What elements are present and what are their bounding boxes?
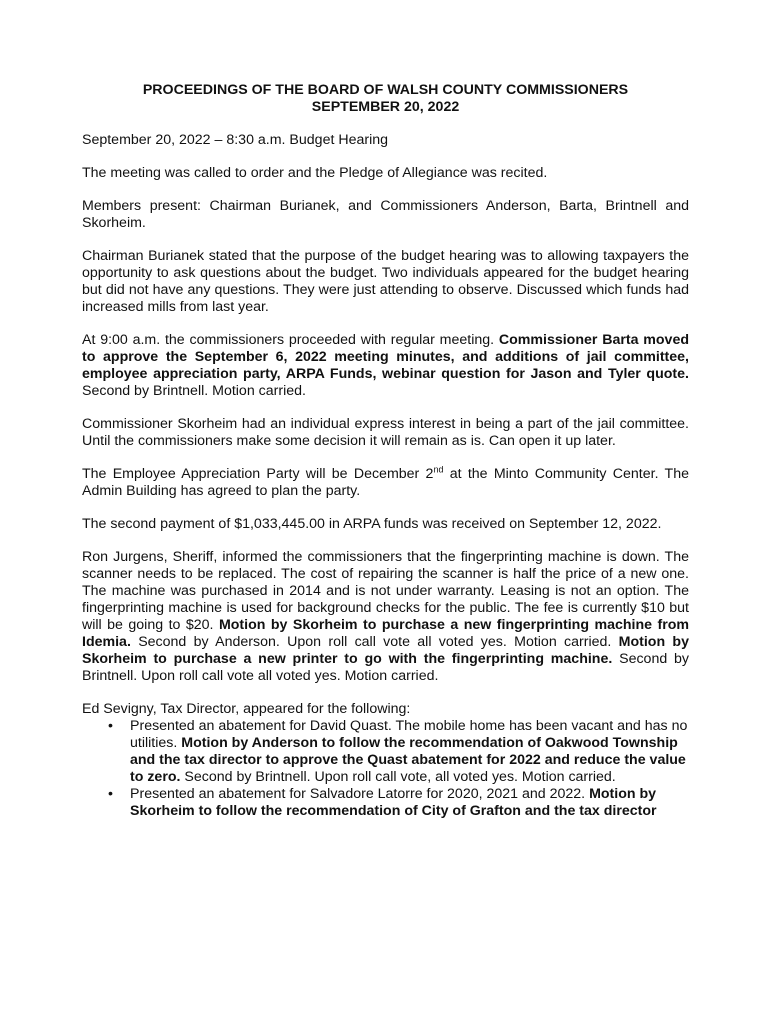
- list-item: [82, 718, 689, 786]
- appreciation-party-paragraph: [82, 466, 689, 500]
- printer-motion: Motion by Skorheim to purchase a new printer to go with the fingerprinting machine.: [82, 634, 689, 667]
- minutes-motion: Commissioner Barta moved to approve the September 6, 2022 meeting minutes, and additions of jail committee, employee appreciation party, ARPA Funds, webinar question for Jason and Tyler quote.: [82, 332, 689, 382]
- minutes-motion-result: Second by Brintnell. Motion carried.: [82, 383, 306, 399]
- arpa-payment-paragraph: The second payment of $1,033,445.00 in ARPA funds was received on September 12, 2022.: [82, 516, 662, 532]
- list-item: [82, 786, 689, 820]
- budget-hearing-paragraph: Chairman Burianek stated that the purpose of the budget hearing was to allowing taxpayers the opportunity to ask questions about the budget. Two individuals appeared for the budget hearing but did not have any questions. They were just attending to observe. Discussed which funds had increased mills from last year.: [82, 248, 689, 315]
- regular-meeting-paragraph: [82, 332, 689, 400]
- party-text-b: at the Minto Community Center. The Admin Building has agreed to plan the party.: [82, 466, 689, 499]
- call-to-order-paragraph: The meeting was called to order and the Pledge of Allegiance was recited.: [82, 165, 548, 181]
- fingerprint-machine-motion: Motion by Skorheim to purchase a new fingerprinting machine from Idemia.: [82, 617, 689, 650]
- tax-director-list: [82, 718, 689, 820]
- party-date-suffix: nd: [433, 464, 444, 475]
- tax-director-paragraph: Ed Sevigny, Tax Director, appeared for the following:: [82, 701, 411, 717]
- quast-abatement-motion: Motion by Anderson to follow the recommendation of Oakwood Township and the tax director to approve the Quast abatement for 2022 and reduce the value to zero.: [130, 735, 686, 785]
- fingerprint-machine-result: Second by Anderson. Upon roll call vote all voted yes. Motion carried.: [130, 634, 619, 650]
- bullet-icon: •: [108, 718, 113, 734]
- latorre-abatement-text: Presented an abatement for Salvadore Latorre for 2020, 2021 and 2022.: [130, 786, 590, 802]
- printer-motion-result: Second by Brintnell. Upon roll call vote all voted yes. Motion carried.: [82, 651, 689, 684]
- members-present-paragraph: Members present: Chairman Burianek, and Commissioners Anderson, Barta, Brintnell and Skorheim.: [82, 198, 689, 231]
- quast-abatement-text: Presented an abatement for David Quast. The mobile home has been vacant and has no utilities.: [130, 718, 688, 751]
- document-page: [82, 82, 689, 820]
- document-date: SEPTEMBER 20, 2022: [311, 99, 460, 115]
- jail-committee-paragraph: Commissioner Skorheim had an individual express interest in being a part of the jail committee. Until the commissioners make some decision it will remain as is. Can open it up later.: [82, 416, 689, 449]
- party-text-a: The Employee Appreciation Party will be December 2: [82, 466, 434, 482]
- quast-abatement-result: Second by Brintnell. Upon roll call vote, all voted yes. Motion carried.: [180, 769, 616, 785]
- latorre-abatement-motion: Motion by Skorheim to follow the recommendation of City of Grafton and the tax director: [130, 786, 657, 819]
- regular-meeting-text: At 9:00 a.m. the commissioners proceeded with regular meeting.: [82, 332, 499, 348]
- sheriff-report: Ron Jurgens, Sheriff, informed the commissioners that the fingerprinting machine is down. The scanner needs to be replaced. The cost of repairing the scanner is half the price of a new one. The machine was purchased in 2014 and is not under warranty. Leasing is not an option. The fingerprinting machine is used for background checks for the public. The fee is currently $10 but will be going to $20.: [82, 549, 689, 633]
- sheriff-paragraph: [82, 549, 689, 685]
- hearing-time-paragraph: September 20, 2022 – 8:30 a.m. Budget Hearing: [82, 132, 389, 148]
- document-title: PROCEEDINGS OF THE BOARD OF WALSH COUNTY COMMISSIONERS: [142, 82, 629, 98]
- bullet-icon: •: [108, 786, 113, 802]
